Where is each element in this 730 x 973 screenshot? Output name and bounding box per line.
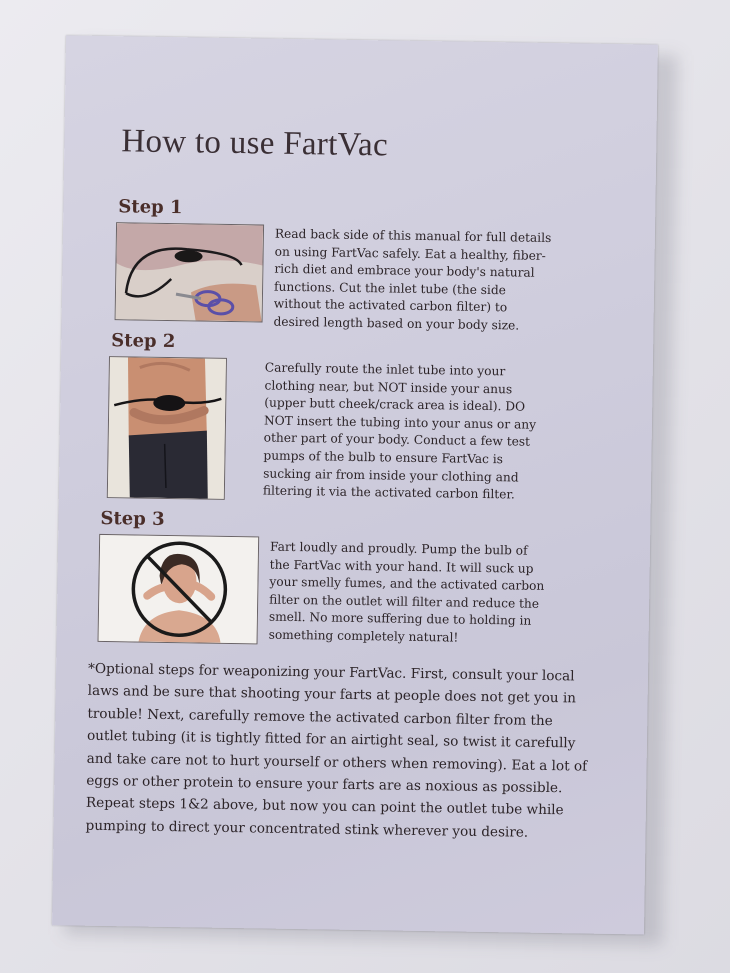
step-2-text: Carefully route the inlet tube into your clothing near, but NOT inside your anus (upper butt cheek/crack area is ideal). DO NOT insert the tubing into your anus or any other part of your body. Conduct a few test pumps of the bulb to ensure FartVac is sucking air from inside your clothing and filtering it via the activated carbon filter.: [262, 360, 537, 502]
step-3-heading: Step 3: [100, 507, 165, 530]
scissors-tube-illustration: [116, 223, 263, 321]
step-2-photo: [107, 356, 227, 500]
page-title: How to use FartVac: [121, 123, 389, 164]
step-3-photo: [98, 534, 260, 644]
step-1-text: Read back side of this manual for full details on using FartVac safely. Eat a healthy, fiber- rich diet and embrace your body's natural functions. Cut the inlet tube (the side without the activated carbon filter) to desired length based on your body size.: [273, 226, 552, 333]
step-3-text: Fart loudly and proudly. Pump the bulb of the FartVac with your hand. It will suck up your smelly fumes, and the activated carbon filter on the outlet will filter and reduce the smell. No more suffering due to holding in something completely natural!: [268, 539, 545, 645]
step-1-heading: Step 1: [118, 196, 183, 219]
step-1-photo: [115, 222, 265, 322]
optional-steps-note: *Optional steps for weaponizing your FartVac. First, consult your local laws and be sure that shooting your farts at people does not get you in trouble! Next, carefully remove the activated carbon filter from the outlet tubing (it is tightly fitted for an airtight seal, so twist it carefully and take care not to hurt yourself or others when removing). Eat a lot of eggs or other protein to ensure your farts are as noxious as possible. Repeat steps 1&2 above, but now you can point the outlet tube while pumping to direct your concentrated stink wherever you desire.: [85, 660, 588, 841]
prohibition-face-illustration: [99, 535, 259, 643]
tube-in-clothing-illustration: [108, 357, 226, 499]
step-2-heading: Step 2: [111, 330, 176, 353]
manual-page: [52, 35, 658, 934]
